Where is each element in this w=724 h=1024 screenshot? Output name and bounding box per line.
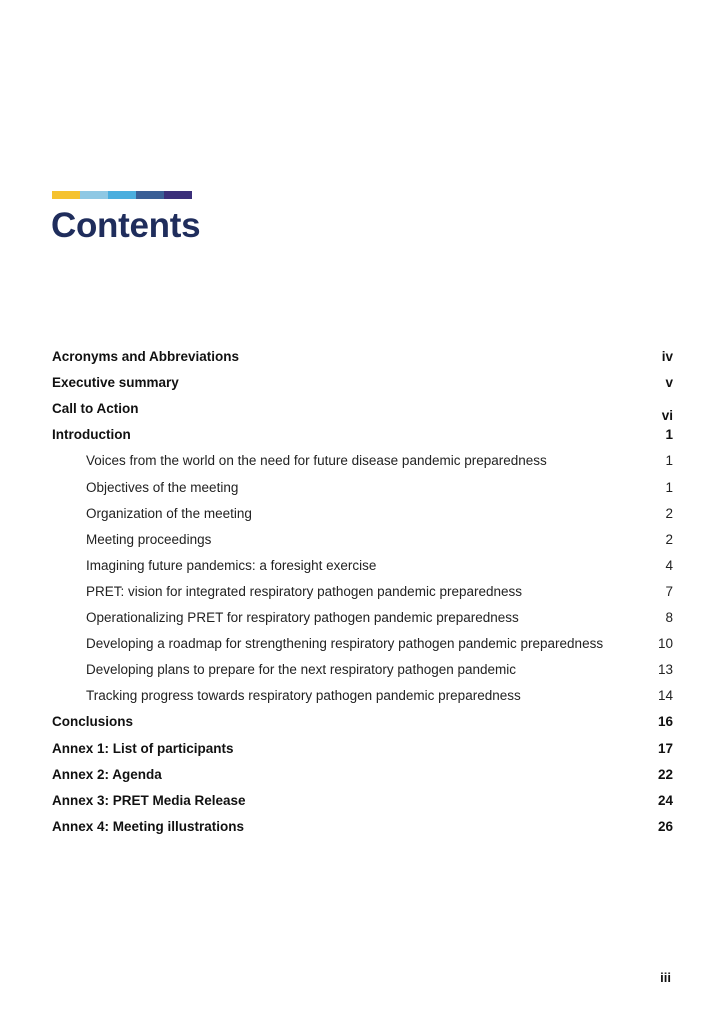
toc-entry-page: 22	[657, 767, 673, 782]
toc-entry-page: 10	[657, 636, 673, 651]
decorative-color-bar	[52, 191, 192, 199]
toc-entry-label: Operationalizing PRET for respiratory pathogen pandemic preparedness	[86, 610, 519, 625]
footer-page-number: iii	[660, 970, 671, 985]
toc-entry-page: 24	[657, 793, 673, 808]
toc-entry-label: Tracking progress towards respiratory pathogen pandemic preparedness	[86, 688, 521, 703]
toc-entry-page: 17	[657, 741, 673, 756]
toc-entry-page: v	[665, 375, 673, 390]
toc-entry[interactable]	[52, 631, 673, 657]
toc-entry[interactable]	[52, 396, 673, 422]
toc-entry[interactable]	[52, 527, 673, 553]
toc-entry[interactable]	[52, 553, 673, 579]
toc-entry[interactable]	[52, 762, 673, 788]
color-bar-segment	[108, 191, 136, 199]
toc-entry[interactable]	[52, 475, 673, 501]
toc-entry-label: Imagining future pandemics: a foresight exercise	[86, 558, 377, 573]
toc-entry-page: 13	[657, 662, 673, 677]
toc-entry[interactable]	[52, 448, 673, 474]
toc-entry-label: Annex 4: Meeting illustrations	[52, 819, 245, 834]
toc-entry-label: Developing plans to prepare for the next respiratory pathogen pandemic	[86, 662, 517, 677]
toc-entry-page: 2	[665, 506, 673, 521]
color-bar-segment	[136, 191, 164, 199]
toc-entry[interactable]	[52, 814, 673, 840]
toc-entry[interactable]	[52, 605, 673, 631]
toc-entry-page: 26	[657, 819, 673, 834]
toc-entry-label: PRET: vision for integrated respiratory pathogen pandemic preparedness	[86, 584, 522, 599]
toc-entry-page: iv	[661, 349, 673, 364]
toc-entry-page: 2	[665, 532, 673, 547]
toc-entry[interactable]	[52, 422, 673, 448]
toc-entry[interactable]	[52, 501, 673, 527]
toc-entry-page: 1	[665, 480, 673, 495]
toc-entry-label: Voices from the world on the need for future disease pandemic preparedness	[86, 453, 547, 468]
toc-entry-label: Introduction	[52, 427, 131, 442]
toc-entry-label: Annex 2: Agenda	[52, 767, 162, 782]
toc-entry[interactable]	[52, 736, 673, 762]
color-bar-segment	[80, 191, 108, 199]
toc-entry-page: 4	[665, 558, 673, 573]
toc-entry-label: Objectives of the meeting	[86, 480, 239, 495]
toc-entry[interactable]	[52, 709, 673, 735]
toc-entry-page: 7	[665, 584, 673, 599]
toc-entry-page: 8	[665, 610, 673, 625]
toc-entry-page: 14	[657, 688, 673, 703]
color-bar-segment	[164, 191, 192, 199]
toc-entry-page: vi	[661, 408, 673, 423]
toc-entry-page: 1	[665, 453, 673, 468]
toc-entry[interactable]	[52, 579, 673, 605]
toc-entry-label: Meeting proceedings	[86, 532, 212, 547]
toc-entry-label: Call to Action	[52, 401, 139, 416]
toc-entry-label: Annex 1: List of participants	[52, 741, 234, 756]
toc-entry-label: Conclusions	[52, 714, 134, 729]
page-title: Contents	[51, 206, 201, 245]
toc-entry-label: Executive summary	[52, 375, 179, 390]
toc-entry[interactable]	[52, 657, 673, 683]
toc-entry-page: 1	[665, 427, 673, 442]
color-bar-segment	[52, 191, 80, 199]
toc-entry-label: Annex 3: PRET Media Release	[52, 793, 246, 808]
toc-entry-label: Organization of the meeting	[86, 506, 252, 521]
toc-entry-label: Developing a roadmap for strengthening respiratory pathogen pandemic preparedness	[86, 636, 604, 651]
toc-entry-page: 16	[657, 714, 673, 729]
toc-entry[interactable]	[52, 370, 673, 396]
toc-entry[interactable]	[52, 788, 673, 814]
toc-entry-label: Acronyms and Abbreviations	[52, 349, 240, 364]
toc-entry[interactable]	[52, 683, 673, 709]
toc-entry[interactable]	[52, 344, 673, 370]
